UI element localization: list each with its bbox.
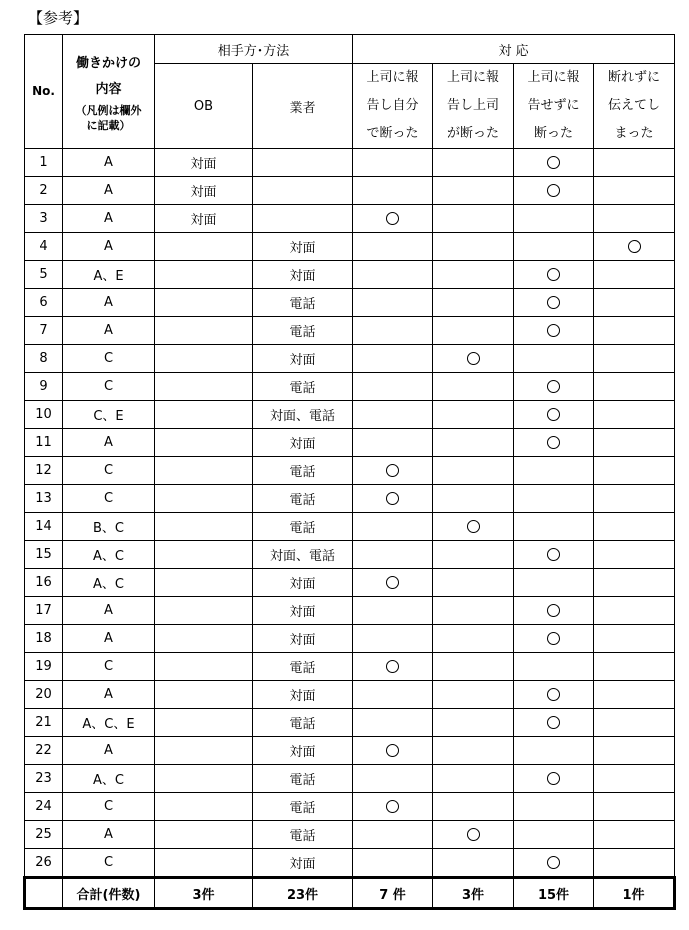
row-ob <box>155 373 253 401</box>
row-no: 10 <box>25 401 63 429</box>
row-no: 6 <box>25 289 63 317</box>
table-row <box>25 709 675 737</box>
row-resp-4 <box>594 457 675 485</box>
total-label: 合計(件数) <box>63 878 155 909</box>
row-ob <box>155 625 253 653</box>
row-content: A <box>63 429 155 457</box>
row-vendor: 電話 <box>253 485 353 513</box>
row-content: A <box>63 233 155 261</box>
row-resp-2 <box>433 373 514 401</box>
circle-mark-icon <box>467 828 480 841</box>
row-resp-4 <box>594 625 675 653</box>
row-vendor: 電話 <box>253 289 353 317</box>
table-row <box>25 541 675 569</box>
row-resp-3 <box>514 821 594 849</box>
circle-mark-icon <box>386 800 399 813</box>
row-vendor: 対面 <box>253 429 353 457</box>
row-no: 16 <box>25 569 63 597</box>
row-resp-2 <box>433 849 514 878</box>
row-vendor: 対面 <box>253 233 353 261</box>
row-vendor <box>253 149 353 177</box>
row-ob <box>155 513 253 541</box>
row-ob <box>155 765 253 793</box>
row-content: A <box>63 205 155 233</box>
row-resp-2 <box>433 317 514 345</box>
row-content: A <box>63 625 155 653</box>
row-resp-1 <box>353 289 433 317</box>
row-resp-3 <box>514 289 594 317</box>
row-resp-4 <box>594 821 675 849</box>
circle-mark-icon <box>547 156 560 169</box>
circle-mark-icon <box>386 744 399 757</box>
row-resp-4 <box>594 793 675 821</box>
row-resp-3 <box>514 317 594 345</box>
table-row <box>25 485 675 513</box>
row-content: C <box>63 373 155 401</box>
header-party-method: 相手方･方法 <box>155 35 353 64</box>
row-resp-2 <box>433 681 514 709</box>
circle-mark-icon <box>386 660 399 673</box>
table-row <box>25 289 675 317</box>
row-content: C <box>63 849 155 878</box>
circle-mark-icon <box>547 184 560 197</box>
table-row <box>25 261 675 289</box>
table-row <box>25 737 675 765</box>
row-resp-4 <box>594 289 675 317</box>
row-resp-1 <box>353 737 433 765</box>
row-vendor: 対面、電話 <box>253 401 353 429</box>
row-resp-2 <box>433 821 514 849</box>
row-resp-2 <box>433 205 514 233</box>
row-resp-1 <box>353 709 433 737</box>
table-row <box>25 681 675 709</box>
row-ob: 対面 <box>155 205 253 233</box>
row-no: 4 <box>25 233 63 261</box>
row-resp-4 <box>594 345 675 373</box>
row-vendor: 対面 <box>253 849 353 878</box>
row-content: B、C <box>63 513 155 541</box>
row-resp-3 <box>514 681 594 709</box>
row-resp-1 <box>353 569 433 597</box>
circle-mark-icon <box>547 268 560 281</box>
circle-mark-icon <box>386 464 399 477</box>
header-response: 対 応 <box>353 35 675 64</box>
row-ob <box>155 849 253 878</box>
table-row <box>25 765 675 793</box>
table-row <box>25 569 675 597</box>
total-resp-3: 15件 <box>514 878 594 909</box>
row-resp-3 <box>514 513 594 541</box>
row-resp-2 <box>433 345 514 373</box>
row-resp-1 <box>353 345 433 373</box>
row-resp-4 <box>594 485 675 513</box>
row-resp-4 <box>594 681 675 709</box>
total-ob: 3件 <box>155 878 253 909</box>
row-resp-4 <box>594 541 675 569</box>
row-resp-4 <box>594 737 675 765</box>
row-resp-3 <box>514 569 594 597</box>
row-content: A <box>63 681 155 709</box>
row-no: 18 <box>25 625 63 653</box>
header-ob: OB <box>155 64 253 149</box>
row-no: 2 <box>25 177 63 205</box>
row-resp-2 <box>433 233 514 261</box>
row-resp-1 <box>353 317 433 345</box>
table-row <box>25 513 675 541</box>
row-content: A、E <box>63 261 155 289</box>
row-resp-3 <box>514 429 594 457</box>
row-resp-1 <box>353 373 433 401</box>
row-resp-1 <box>353 457 433 485</box>
row-resp-1 <box>353 625 433 653</box>
table-row <box>25 793 675 821</box>
table-row <box>25 205 675 233</box>
row-resp-4 <box>594 261 675 289</box>
row-no: 23 <box>25 765 63 793</box>
circle-mark-icon <box>386 212 399 225</box>
row-no: 3 <box>25 205 63 233</box>
row-no: 9 <box>25 373 63 401</box>
row-resp-4 <box>594 709 675 737</box>
row-vendor: 電話 <box>253 821 353 849</box>
row-resp-4 <box>594 233 675 261</box>
row-resp-3 <box>514 373 594 401</box>
row-vendor: 対面 <box>253 345 353 373</box>
row-resp-2 <box>433 485 514 513</box>
row-resp-1 <box>353 681 433 709</box>
row-resp-2 <box>433 289 514 317</box>
row-ob <box>155 289 253 317</box>
header-resp-3: 上司に報 告せずに 断った <box>514 64 594 149</box>
row-resp-3 <box>514 485 594 513</box>
circle-mark-icon <box>547 856 560 869</box>
row-vendor: 対面 <box>253 737 353 765</box>
row-ob <box>155 821 253 849</box>
row-resp-1 <box>353 233 433 261</box>
circle-mark-icon <box>467 352 480 365</box>
row-ob <box>155 793 253 821</box>
circle-mark-icon <box>386 576 399 589</box>
row-ob <box>155 709 253 737</box>
row-resp-4 <box>594 513 675 541</box>
circle-mark-icon <box>628 240 641 253</box>
row-vendor: 電話 <box>253 793 353 821</box>
row-resp-1 <box>353 485 433 513</box>
row-resp-4 <box>594 653 675 681</box>
row-no: 26 <box>25 849 63 878</box>
row-no: 5 <box>25 261 63 289</box>
row-vendor: 対面 <box>253 569 353 597</box>
row-resp-2 <box>433 709 514 737</box>
table-row <box>25 401 675 429</box>
row-content: A、C <box>63 541 155 569</box>
row-content: C <box>63 457 155 485</box>
table-row <box>25 625 675 653</box>
row-resp-3 <box>514 149 594 177</box>
header-resp-1: 上司に報 告し自分 で断った <box>353 64 433 149</box>
row-resp-4 <box>594 177 675 205</box>
row-ob <box>155 401 253 429</box>
row-resp-3 <box>514 653 594 681</box>
row-vendor: 対面 <box>253 261 353 289</box>
row-resp-2 <box>433 765 514 793</box>
row-ob <box>155 485 253 513</box>
row-ob <box>155 681 253 709</box>
table-row <box>25 849 675 878</box>
row-content: A <box>63 737 155 765</box>
row-resp-3 <box>514 793 594 821</box>
row-resp-3 <box>514 625 594 653</box>
row-resp-3 <box>514 597 594 625</box>
row-content: A <box>63 289 155 317</box>
row-vendor: 電話 <box>253 765 353 793</box>
row-ob <box>155 261 253 289</box>
circle-mark-icon <box>547 716 560 729</box>
row-content: A、C <box>63 765 155 793</box>
row-no: 15 <box>25 541 63 569</box>
circle-mark-icon <box>386 492 399 505</box>
row-content: A <box>63 821 155 849</box>
row-vendor <box>253 205 353 233</box>
row-resp-2 <box>433 401 514 429</box>
row-ob <box>155 597 253 625</box>
total-resp-1: 7 件 <box>353 878 433 909</box>
row-no: 13 <box>25 485 63 513</box>
row-no: 8 <box>25 345 63 373</box>
row-resp-4 <box>594 569 675 597</box>
circle-mark-icon <box>547 324 560 337</box>
circle-mark-icon <box>547 604 560 617</box>
row-vendor: 電話 <box>253 653 353 681</box>
header-content: 働きかけの 内容 （凡例は欄外 に記載） <box>63 35 155 149</box>
row-no: 24 <box>25 793 63 821</box>
table-row <box>25 317 675 345</box>
row-resp-3 <box>514 709 594 737</box>
table-row <box>25 149 675 177</box>
row-resp-3 <box>514 765 594 793</box>
row-no: 25 <box>25 821 63 849</box>
table-row <box>25 653 675 681</box>
row-resp-2 <box>433 513 514 541</box>
table-row <box>25 821 675 849</box>
row-vendor <box>253 177 353 205</box>
row-resp-3 <box>514 205 594 233</box>
row-resp-3 <box>514 401 594 429</box>
circle-mark-icon <box>547 548 560 561</box>
row-content: A、C <box>63 569 155 597</box>
table-body <box>25 149 675 878</box>
header-no: No. <box>25 35 63 149</box>
row-resp-1 <box>353 541 433 569</box>
row-resp-2 <box>433 177 514 205</box>
row-vendor: 電話 <box>253 373 353 401</box>
row-resp-1 <box>353 821 433 849</box>
row-resp-2 <box>433 737 514 765</box>
circle-mark-icon <box>547 436 560 449</box>
row-no: 14 <box>25 513 63 541</box>
circle-mark-icon <box>547 688 560 701</box>
row-ob <box>155 429 253 457</box>
row-resp-4 <box>594 373 675 401</box>
row-content: A <box>63 177 155 205</box>
row-resp-4 <box>594 849 675 878</box>
circle-mark-icon <box>547 772 560 785</box>
row-resp-1 <box>353 849 433 878</box>
row-vendor: 対面 <box>253 681 353 709</box>
row-resp-4 <box>594 765 675 793</box>
row-vendor: 対面、電話 <box>253 541 353 569</box>
response-table <box>23 34 676 910</box>
row-resp-2 <box>433 597 514 625</box>
row-resp-3 <box>514 233 594 261</box>
row-resp-1 <box>353 205 433 233</box>
row-resp-3 <box>514 737 594 765</box>
table-row <box>25 597 675 625</box>
row-vendor: 電話 <box>253 709 353 737</box>
total-blank <box>25 878 63 909</box>
row-resp-4 <box>594 317 675 345</box>
total-row <box>25 878 675 909</box>
row-resp-2 <box>433 429 514 457</box>
row-no: 20 <box>25 681 63 709</box>
row-resp-4 <box>594 401 675 429</box>
row-no: 11 <box>25 429 63 457</box>
row-ob <box>155 541 253 569</box>
row-resp-1 <box>353 429 433 457</box>
row-content: A <box>63 149 155 177</box>
row-no: 17 <box>25 597 63 625</box>
row-resp-1 <box>353 401 433 429</box>
row-ob <box>155 233 253 261</box>
row-ob <box>155 345 253 373</box>
row-ob: 対面 <box>155 177 253 205</box>
row-ob <box>155 457 253 485</box>
table-row <box>25 345 675 373</box>
row-no: 19 <box>25 653 63 681</box>
row-no: 7 <box>25 317 63 345</box>
row-resp-1 <box>353 653 433 681</box>
circle-mark-icon <box>467 520 480 533</box>
total-resp-4: 1件 <box>594 878 675 909</box>
caption: 【参考】 <box>28 9 89 27</box>
row-vendor: 対面 <box>253 625 353 653</box>
row-resp-2 <box>433 541 514 569</box>
row-ob <box>155 569 253 597</box>
header-resp-4: 断れずに 伝えてし まった <box>594 64 675 149</box>
row-content: A <box>63 317 155 345</box>
row-ob <box>155 317 253 345</box>
row-vendor: 電話 <box>253 513 353 541</box>
table-row <box>25 177 675 205</box>
row-no: 1 <box>25 149 63 177</box>
row-vendor: 電話 <box>253 317 353 345</box>
row-resp-4 <box>594 149 675 177</box>
row-resp-3 <box>514 345 594 373</box>
table-row <box>25 429 675 457</box>
row-content: C <box>63 485 155 513</box>
total-resp-2: 3件 <box>433 878 514 909</box>
row-no: 22 <box>25 737 63 765</box>
row-resp-2 <box>433 653 514 681</box>
row-content: C <box>63 653 155 681</box>
row-resp-4 <box>594 429 675 457</box>
row-resp-1 <box>353 177 433 205</box>
row-content: A <box>63 597 155 625</box>
row-resp-2 <box>433 625 514 653</box>
row-resp-1 <box>353 149 433 177</box>
row-content: C <box>63 793 155 821</box>
circle-mark-icon <box>547 632 560 645</box>
row-content: A、C、E <box>63 709 155 737</box>
row-resp-2 <box>433 457 514 485</box>
circle-mark-icon <box>547 408 560 421</box>
row-resp-3 <box>514 177 594 205</box>
row-resp-4 <box>594 205 675 233</box>
row-ob: 対面 <box>155 149 253 177</box>
table-row <box>25 373 675 401</box>
row-vendor: 対面 <box>253 597 353 625</box>
row-resp-1 <box>353 597 433 625</box>
row-resp-2 <box>433 261 514 289</box>
header-vendor: 業者 <box>253 64 353 149</box>
row-content: C <box>63 345 155 373</box>
row-resp-3 <box>514 541 594 569</box>
total-vendor: 23件 <box>253 878 353 909</box>
circle-mark-icon <box>547 380 560 393</box>
row-resp-2 <box>433 793 514 821</box>
table-row <box>25 233 675 261</box>
row-resp-3 <box>514 849 594 878</box>
row-resp-3 <box>514 457 594 485</box>
row-resp-2 <box>433 149 514 177</box>
row-resp-2 <box>433 569 514 597</box>
row-ob <box>155 653 253 681</box>
circle-mark-icon <box>547 296 560 309</box>
row-vendor: 電話 <box>253 457 353 485</box>
row-resp-4 <box>594 597 675 625</box>
row-resp-1 <box>353 793 433 821</box>
row-resp-3 <box>514 261 594 289</box>
row-ob <box>155 737 253 765</box>
row-resp-1 <box>353 513 433 541</box>
row-content: C、E <box>63 401 155 429</box>
row-no: 21 <box>25 709 63 737</box>
row-resp-1 <box>353 261 433 289</box>
header-resp-2: 上司に報 告し上司 が断った <box>433 64 514 149</box>
row-no: 12 <box>25 457 63 485</box>
row-resp-1 <box>353 765 433 793</box>
table-row <box>25 457 675 485</box>
